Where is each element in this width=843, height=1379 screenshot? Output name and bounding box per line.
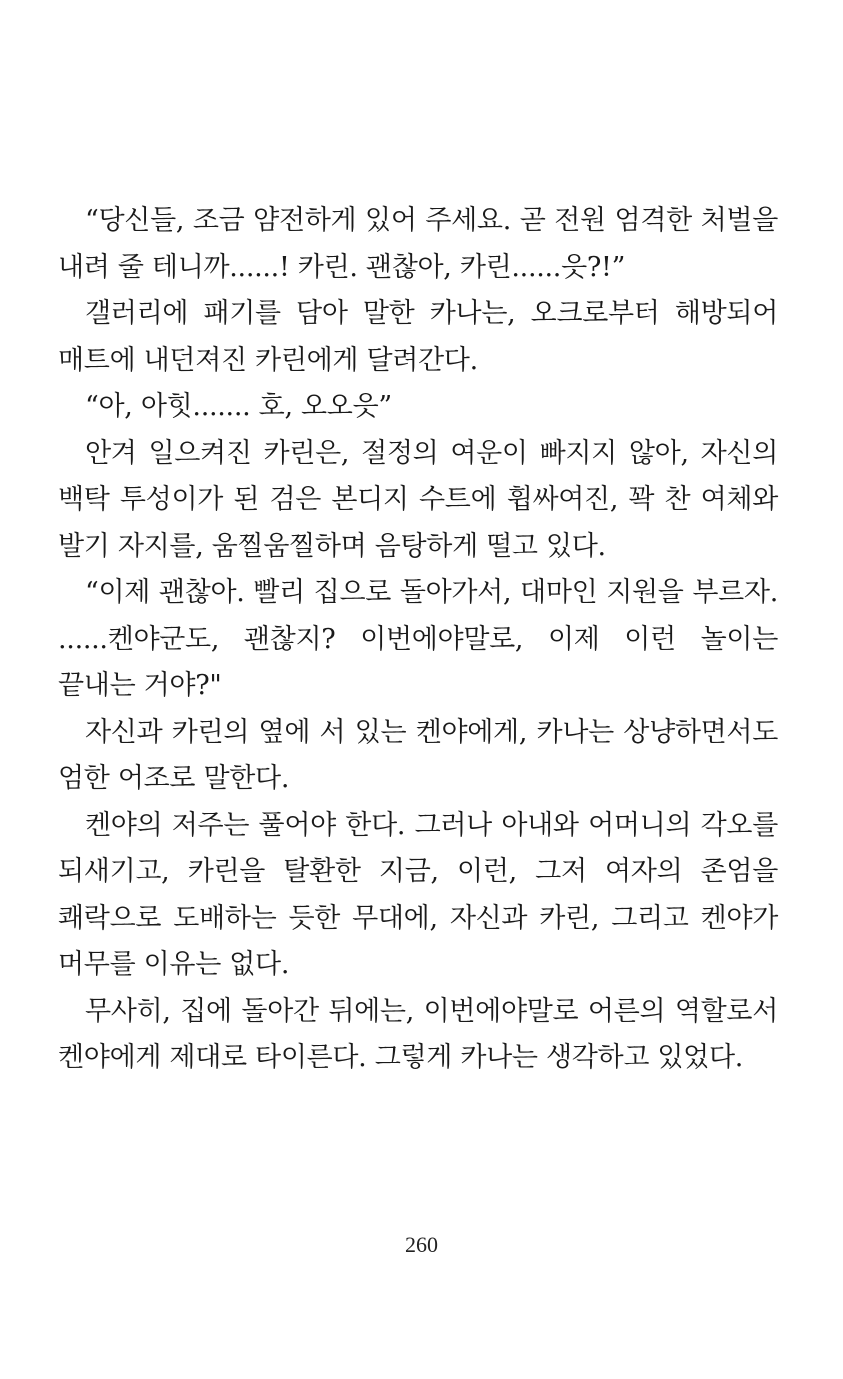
paragraph-3: “아, 아힛....... 호, 오오읏” (85, 391, 392, 422)
page-body (58, 198, 778, 1082)
paragraph-2: 갤러리에 패기를 담아 말한 카나는, 오크로부터 해방되어 매트에 내던져진 카린에게 달려간다. (58, 298, 778, 376)
paragraph-1: “당신들, 조금 얌전하게 있어 주세요. 곧 전원 엄격한 처벌을 내려 줄 테니까......! 카린. 괜찮아, 카린......읏?!” (58, 205, 778, 283)
paragraph-5: “이제 괜찮아. 빨리 집으로 돌아가서, 대마인 지원을 부르자. ......켄야군도, 괜찮지? 이번에야말로, 이제 이런 놀이는 끝내는 거야?" (58, 577, 778, 701)
page-number: 260 (405, 1232, 438, 1257)
paragraph-6: 자신과 카린의 옆에 서 있는 켄야에게, 카나는 상냥하면서도 엄한 어조로 말한다. (58, 716, 778, 794)
paragraph-4: 안겨 일으켜진 카린은, 절정의 여운이 빠지지 않아, 자신의 백탁 투성이가 된 검은 본디지 수트에 휩싸여진, 꽉 찬 여체와 발기 자지를, 움찔움찔하며 음탕하게 떨고 있다. (58, 437, 778, 562)
paragraph-7: 켄야의 저주는 풀어야 한다. 그러나 아내와 어머니의 각오를 되새기고, 카린을 탈환한 지금, 이런, 그저 여자의 존엄을 쾌락으로 도배하는 듯한 무대에, 자신과 카린, 그리고 켄야가 머무를 이유는 없다. (58, 809, 778, 980)
paragraph-8: 무사히, 집에 돌아간 뒤에는, 이번에야말로 어른의 역할로서 켄야에게 제대로 타이른다. 그렇게 카나는 생각하고 있었다. (58, 995, 778, 1073)
